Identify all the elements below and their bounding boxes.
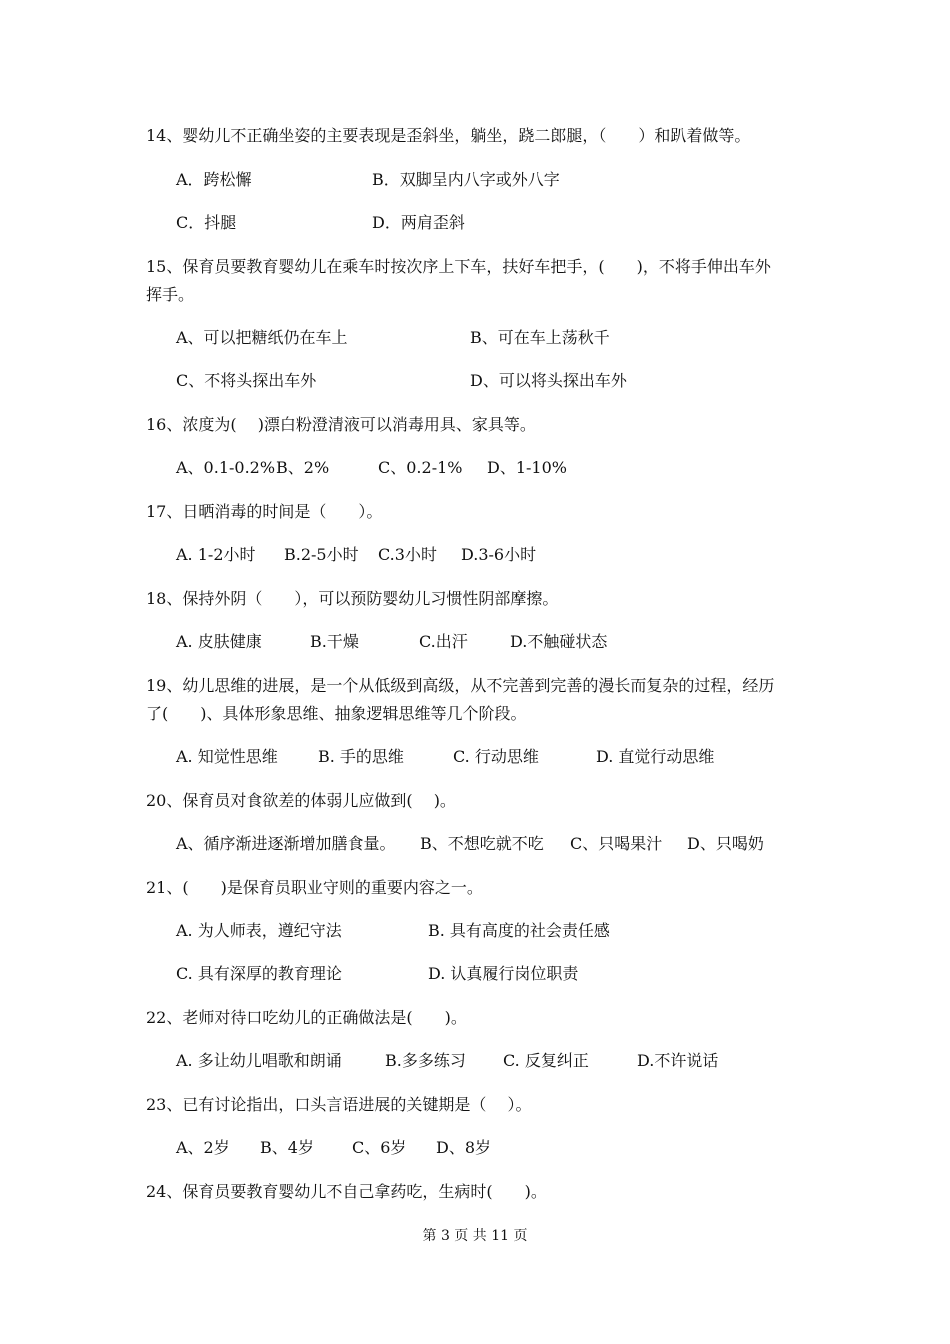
option: D.不许说话 (637, 1051, 719, 1070)
option: D. 直觉行动思维 (596, 747, 715, 766)
option: A、可以把糖纸仍在车上 (176, 328, 348, 347)
question-19-options (176, 746, 876, 768)
option: D.不触碰状态 (510, 632, 608, 651)
question-17-options (176, 544, 876, 566)
question-20: 20、保育员对食欲差的体弱儿应做到( )。 (146, 791, 456, 810)
question-22-options (176, 1050, 876, 1072)
question-14-options-row-1 (176, 169, 876, 191)
option: D、8岁 (436, 1138, 492, 1157)
option: B.干燥 (310, 632, 359, 651)
option: C、0.2-1% (378, 458, 463, 477)
option: A. 皮肤健康 (176, 632, 262, 651)
option: C.3小时 (378, 545, 437, 564)
option: D、只喝奶 (687, 834, 764, 853)
option: D.3-6小时 (461, 545, 537, 564)
question-21: 21、( )是保育员职业守则的重要内容之一。 (146, 878, 483, 897)
question-22: 22、老师对待口吃幼儿的正确做法是( )。 (146, 1008, 467, 1027)
option: B、可在车上荡秋千 (470, 328, 610, 347)
option: B.多多练习 (385, 1051, 466, 1070)
question-21-options-row-1 (176, 920, 876, 942)
option: B、4岁 (260, 1138, 314, 1157)
question-24: 24、保育员要教育婴幼儿不自己拿药吃，生病时( )。 (146, 1182, 547, 1201)
option: C、只喝果汁 (570, 834, 663, 853)
option: B.2-5小时 (284, 545, 359, 564)
option: C. 反复纠正 (503, 1051, 589, 1070)
option: A. 为人师表，遵纪守法 (176, 921, 342, 940)
option: A. 知觉性思维 (176, 747, 278, 766)
question-14-options-row-2 (176, 212, 876, 234)
page-number: 第 3 页 共 11 页 (422, 1228, 528, 1244)
question-14: 14、婴幼儿不正确坐姿的主要表现是歪斜坐，躺坐，跷二郎腿，（ ）和趴着做等。 (146, 126, 751, 145)
question-18-options (176, 631, 876, 653)
option: A．跨松懈 (176, 170, 252, 189)
question-16-options (176, 457, 876, 479)
option: D、可以将头探出车外 (470, 371, 627, 390)
question-23: 23、已有讨论指出，口头言语进展的关键期是（ ）。 (146, 1095, 532, 1114)
option: C.出汗 (419, 632, 468, 651)
option: A、循序渐进逐渐增加膳食量。 (176, 834, 396, 853)
option: B、不想吃就不吃 (420, 834, 544, 853)
option: B、2% (276, 458, 330, 477)
option: A. 1-2小时 (176, 545, 256, 564)
option: C、6岁 (352, 1138, 407, 1157)
option: A. 多让幼儿唱歌和朗诵 (176, 1051, 342, 1070)
option: D. 认真履行岗位职责 (428, 964, 579, 983)
option: C、不将头探出车外 (176, 371, 317, 390)
question-19-continued: 了( )、具体形象思维、抽象逻辑思维等几个阶段。 (146, 704, 527, 723)
option: C. 具有深厚的教育理论 (176, 964, 342, 983)
question-15-continued: 挥手。 (146, 285, 195, 304)
question-15: 15、保育员要教育婴幼儿在乘车时按次序上下车，扶好车把手，( )，不将手伸出车外 (146, 257, 771, 276)
question-20-options (176, 833, 876, 855)
question-15-options-row-1 (176, 327, 876, 349)
option: D、1-10% (487, 458, 567, 477)
question-18: 18、保持外阴（ ），可以预防婴幼儿习惯性阴部摩擦。 (146, 589, 559, 608)
question-16: 16、浓度为( )漂白粉澄清液可以消毒用具、家具等。 (146, 415, 536, 434)
question-15-options-row-2 (176, 370, 876, 392)
question-19: 19、幼儿思维的进展，是一个从低级到高级，从不完善到完善的漫长而复杂的过程，经历 (146, 676, 775, 695)
option: A、2岁 (176, 1138, 230, 1157)
option: C. 行动思维 (453, 747, 539, 766)
question-21-options-row-2 (176, 963, 876, 985)
question-23-options (176, 1137, 876, 1159)
question-17: 17、日晒消毒的时间是（ ）。 (146, 502, 383, 521)
option: D．两肩歪斜 (372, 213, 465, 232)
option: B. 具有高度的社会责任感 (428, 921, 610, 940)
option: B．双脚呈内八字或外八字 (372, 170, 560, 189)
option: B. 手的思维 (318, 747, 404, 766)
option: C．抖腿 (176, 213, 237, 232)
option: A、0.1-0.2% (176, 458, 276, 477)
